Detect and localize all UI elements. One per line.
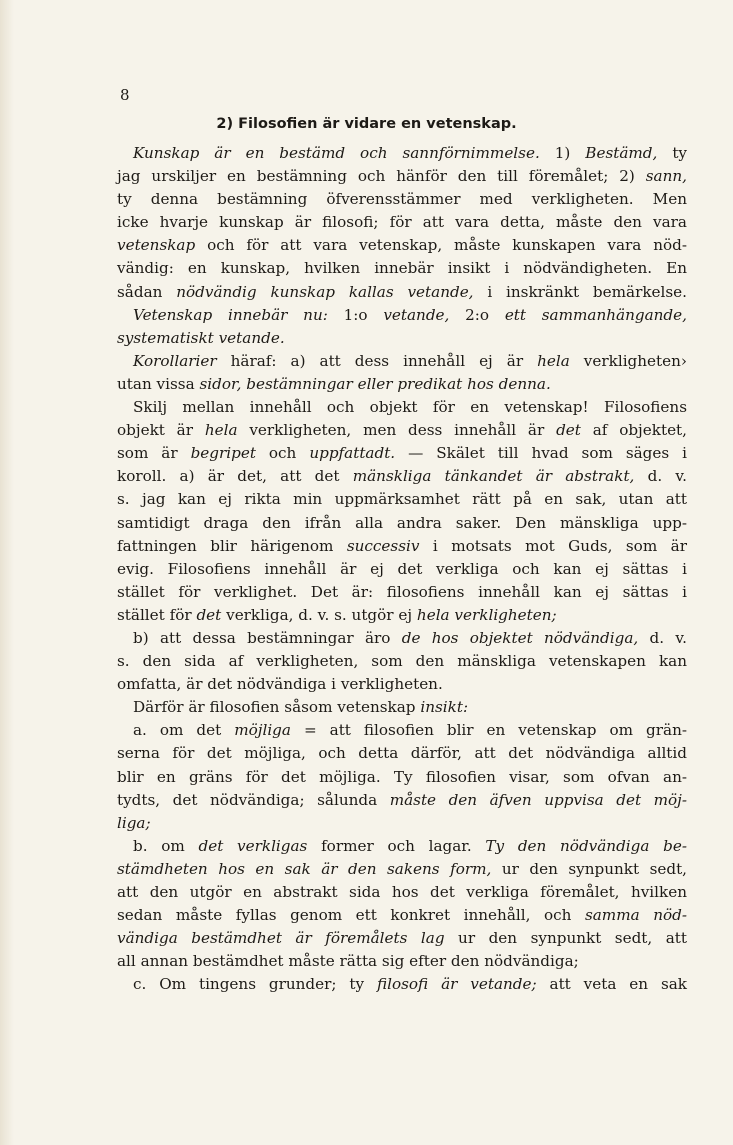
text-run: = att filosofien blir en vetenskap om grän- <box>290 721 687 740</box>
text-run: d. v. <box>634 467 687 486</box>
italic-text: det <box>196 605 222 624</box>
text-run: samtidigt draga den ifrån alla andra saker. Den mänskliga upp- <box>117 513 687 532</box>
text-run: all annan bestämdhet måste rätta sig efter den nödvändiga; <box>117 952 579 971</box>
text-run: och för att vara vetenskap, måste kunskapen vara nöd- <box>195 236 687 255</box>
text-run: stället för <box>117 605 197 624</box>
text-line <box>117 719 687 742</box>
text-line <box>117 950 687 973</box>
text-line <box>117 327 687 350</box>
italic-text: Kunskap är en bestämd och sannförnimmelse. <box>133 144 540 162</box>
italic-text: samma nöd- <box>584 906 687 925</box>
text-line <box>117 812 687 835</box>
text-run: serna för det möjliga, och detta därför, att det nödvändiga alltid <box>117 744 687 763</box>
text-line <box>117 766 687 789</box>
italic-text: successiv <box>346 536 420 555</box>
text-run: former och lagar. <box>307 836 486 855</box>
text-line <box>117 558 687 581</box>
italic-text: stämdheten hos en sak är den sakens form, <box>117 859 492 878</box>
text-run: koroll. a) är det, att det <box>117 467 353 486</box>
text-run: fattningen blir härigenom <box>117 536 347 555</box>
text-line <box>117 488 687 511</box>
text-line <box>117 696 687 719</box>
text-run: som är <box>117 444 191 463</box>
text-run: sedan måste fyllas genom ett konkret innehåll, och <box>117 906 585 925</box>
text-run: omfatta, är det nödvändiga i verkligheten. <box>117 675 443 694</box>
italic-text: Korollarier <box>133 351 217 370</box>
text-line <box>117 789 687 812</box>
text-line <box>117 858 687 881</box>
text-line <box>117 304 687 327</box>
body-text <box>117 142 687 996</box>
text-line <box>117 673 687 696</box>
text-run: jag urskiljer en bestämning och hänför den till föremålet; 2) <box>117 167 646 186</box>
text-run: af objektet, <box>580 421 687 440</box>
text-run: objekt är <box>117 421 205 440</box>
italic-text: begripet <box>190 444 256 463</box>
italic-text: vändiga bestämdhet är föremålets lag <box>117 929 445 948</box>
text-run: stället för verklighet. Det är: filosofiens innehåll kan ej sättas i <box>117 582 687 601</box>
text-line <box>117 142 687 165</box>
text-run: s. jag kan ej rikta min uppmärksamhet rätt på en sak, utan att <box>117 490 687 509</box>
text-line <box>117 604 687 627</box>
italic-text: hela <box>537 351 570 370</box>
text-run: och <box>255 444 310 463</box>
italic-text: insikt: <box>420 698 469 717</box>
text-line <box>117 442 687 465</box>
text-line <box>117 281 687 304</box>
italic-text: nödvändig kunskap kallas vetande, <box>176 282 474 301</box>
text-line <box>117 627 687 650</box>
italic-text: det verkligas <box>198 836 308 855</box>
page-edge <box>0 0 14 1145</box>
text-line <box>117 211 687 234</box>
text-run: 2:o <box>449 305 505 324</box>
text-line <box>117 742 687 765</box>
text-run: att veta en sak <box>536 975 687 994</box>
text-run: a. om det <box>133 721 235 740</box>
italic-text: möjliga <box>234 721 291 740</box>
text-line <box>117 165 687 188</box>
text-run: häraf: a) att dess innehåll ej är <box>216 351 538 370</box>
text-run: b. om <box>133 836 199 855</box>
italic-text: ett sammanhängande, <box>504 305 687 324</box>
text-run: 1:o <box>327 305 384 324</box>
page-number: 8 <box>120 86 131 104</box>
text-line <box>117 188 687 211</box>
text-line <box>117 973 687 996</box>
text-line <box>117 904 687 927</box>
text-run: sådan <box>117 282 177 301</box>
text-run: verkligheten, men dess innehåll är <box>237 421 557 440</box>
italic-text: måste den äfven uppvisa det möj- <box>389 790 687 809</box>
italic-text: Bestämd, <box>585 144 658 162</box>
text-line <box>117 465 687 488</box>
text-run: — Skälet till hvad som säges i <box>395 444 687 463</box>
italic-text: det <box>556 421 581 440</box>
text-line <box>117 927 687 950</box>
text-line <box>117 581 687 604</box>
text-run: verkligheten› <box>569 351 687 370</box>
text-line <box>117 373 687 396</box>
italic-text: sidor, bestämningar eller predikat hos denna. <box>199 374 551 393</box>
text-line <box>117 835 687 858</box>
text-line <box>117 257 687 280</box>
text-run: i inskränkt bemärkelse. <box>473 282 687 301</box>
italic-text: systematiskt vetande. <box>117 328 285 347</box>
italic-text: filosofi är vetande; <box>376 975 537 994</box>
text-run: b) att dessa bestämningar äro <box>133 628 402 647</box>
text-run: Därför är filosofien såsom vetenskap <box>133 698 421 717</box>
text-run: icke hvarje kunskap är filosofi; för att vara detta, måste den vara <box>117 213 687 232</box>
text-line <box>117 881 687 904</box>
italic-text: vetande, <box>383 305 450 324</box>
text-line <box>117 234 687 257</box>
text-run: Skilj mellan innehåll och objekt för en vetenskap! Filosofiens <box>133 398 687 417</box>
italic-text: liga; <box>117 813 151 832</box>
text-run: i motsats mot Guds, som är <box>419 536 687 555</box>
text-line <box>117 650 687 673</box>
italic-text: sann, <box>645 167 687 186</box>
text-run: ty denna bestämning öfverensstämmer med verkligheten. Men <box>117 190 687 209</box>
text-line <box>117 512 687 535</box>
italic-text: Ty den nödvändiga be- <box>485 836 687 855</box>
text-run: verkliga, d. v. s. utgör ej <box>221 605 417 624</box>
text-run: utan vissa <box>117 374 200 393</box>
text-run: vändig: en kunskap, hvilken innebär insikt i nödvändigheten. En <box>117 259 687 278</box>
text-line <box>117 419 687 442</box>
text-run: ty <box>657 144 688 162</box>
text-run: att den utgör en abstrakt sida hos det verkliga föremålet, hvilken <box>117 883 687 901</box>
text-run: c. Om tingens grunder; ty <box>133 975 377 994</box>
text-run: ur den synpunkt sedt, <box>491 859 687 878</box>
text-run: d. v. <box>638 628 687 647</box>
italic-text: mänskliga tänkandet är abstrakt, <box>352 467 635 486</box>
text-run: tydts, det nödvändiga; sålunda <box>117 790 390 809</box>
italic-text: de hos objektet nödvändiga, <box>401 628 639 647</box>
text-run: blir en gräns för det möjliga. Ty filosofien visar, som ofvan an- <box>117 767 687 786</box>
italic-text: hela verkligheten; <box>416 605 557 624</box>
text-line <box>117 350 687 373</box>
text-run: 1) <box>539 144 586 162</box>
text-run: evig. Filosofiens innehåll är ej det verkliga och kan ej sättas i <box>117 559 687 578</box>
italic-text: hela <box>204 421 238 440</box>
text-run: s. den sida af verkligheten, som den mänskliga vetenskapen kan <box>117 652 687 671</box>
italic-text: uppfattadt. <box>309 444 396 463</box>
section-heading: 2) Filosofien är vidare en vetenskap. <box>216 116 517 132</box>
italic-text: vetenskap <box>117 236 196 255</box>
text-line <box>117 396 687 419</box>
text-line <box>117 535 687 558</box>
text-run: ur den synpunkt sedt, att <box>444 929 687 948</box>
italic-text: Vetenskap innebär nu: <box>133 305 328 324</box>
